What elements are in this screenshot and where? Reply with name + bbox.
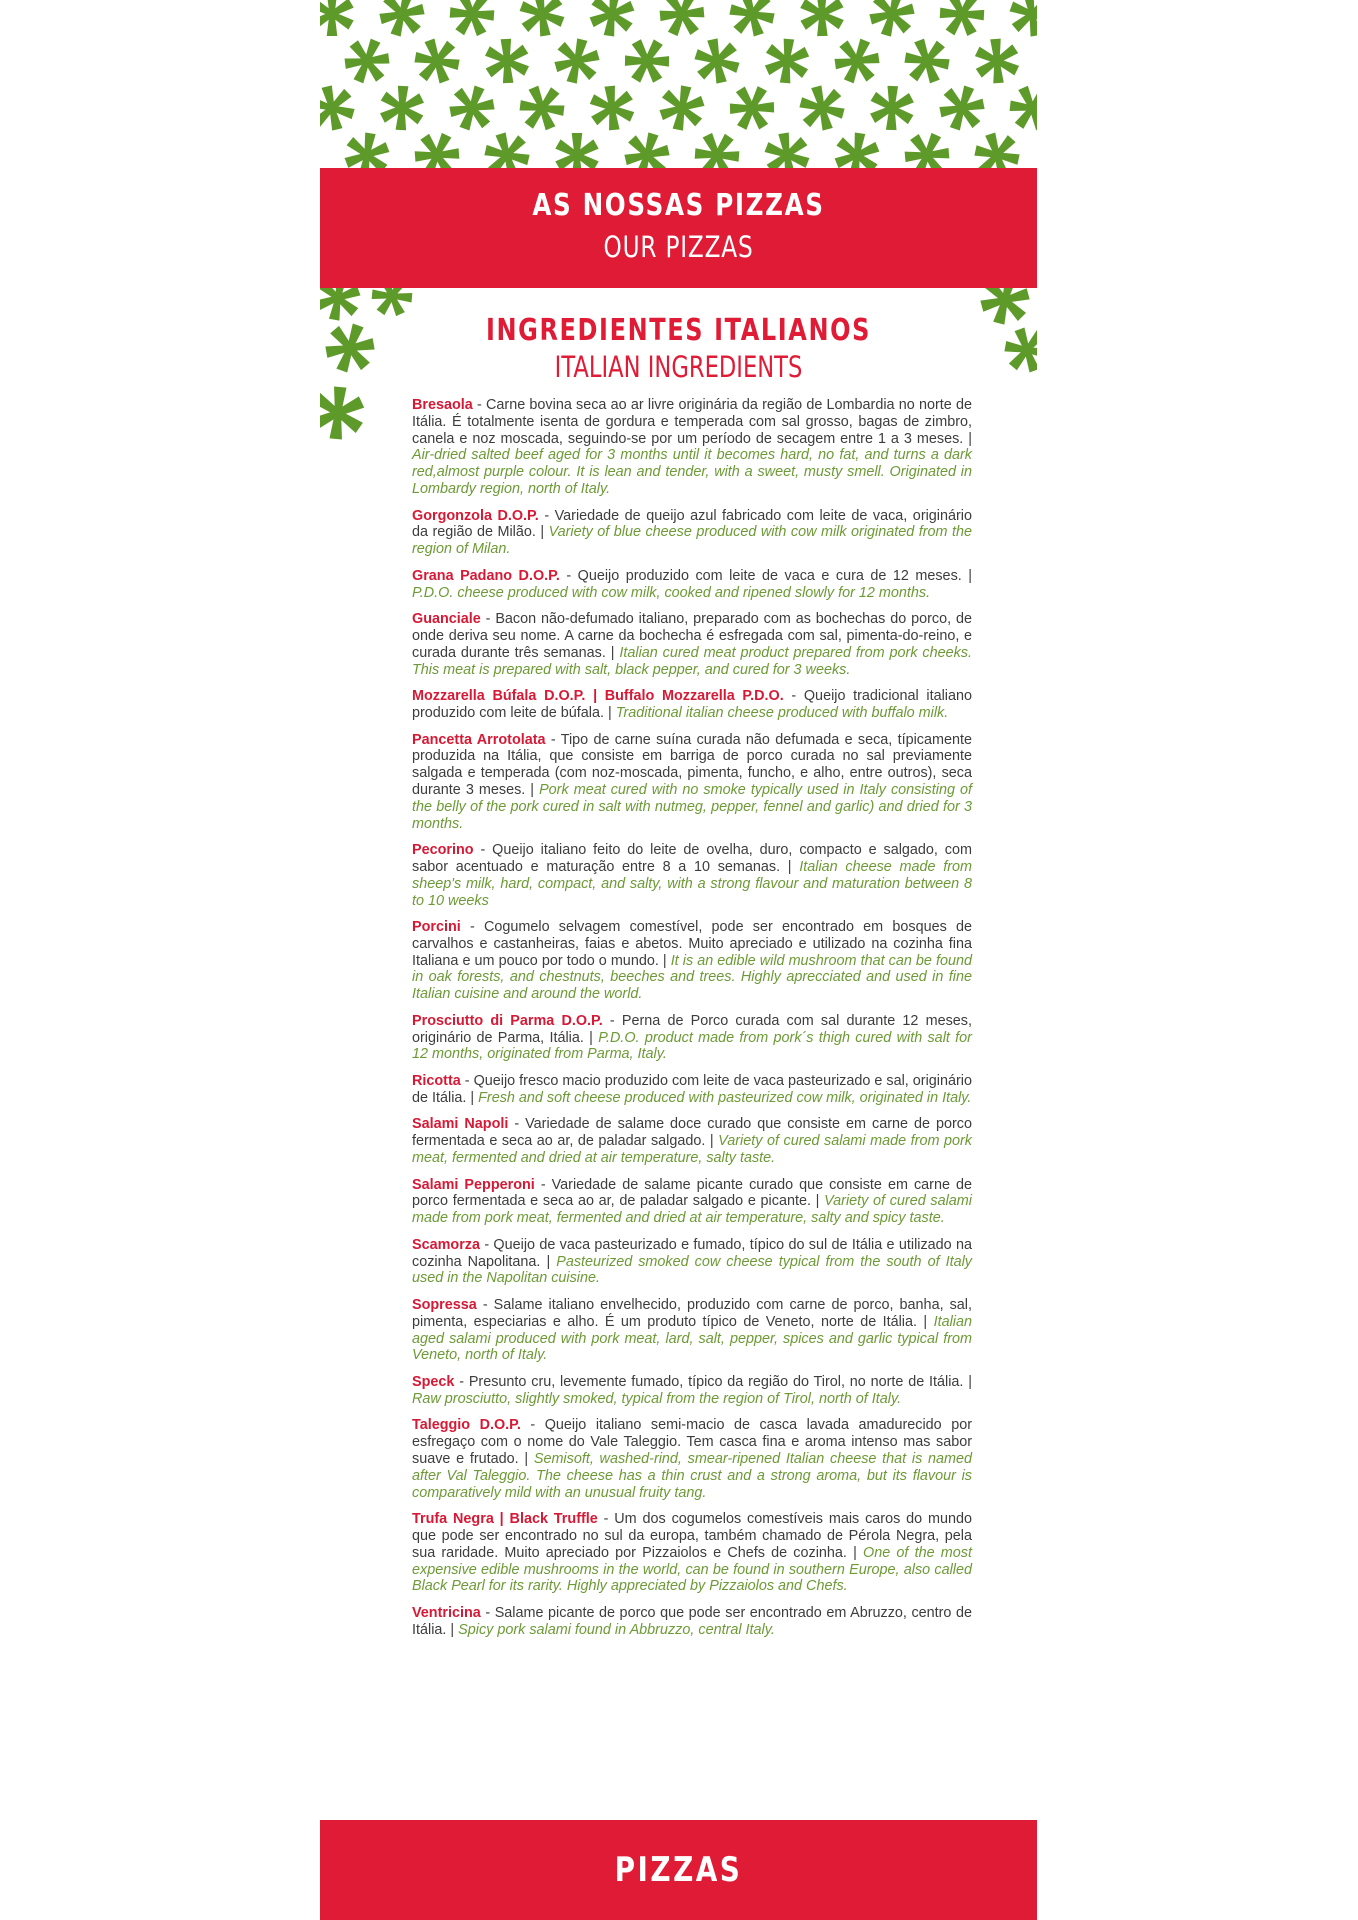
asterisk-icon: [653, 0, 711, 43]
ingredient-name: Speck: [412, 1374, 455, 1390]
ingredient-name: Bresaola: [412, 397, 473, 413]
asterisk-icon: [617, 31, 677, 91]
ingredient-description-pt: - Variedade de queijo azul fabricado com leite de vaca, originário da região de Milão. |: [412, 507, 973, 541]
asterisk-icon: [763, 37, 810, 85]
ingredient-description-pt: - Salame picante de porco que pode ser encontrado em Abruzzo, centro de Itália. |: [412, 1604, 972, 1638]
ingredient-item: [412, 1073, 972, 1107]
ingredient-name: Salami Pepperoni: [412, 1176, 535, 1193]
ingredient-description-en: P.D.O. product made from pork´s thigh cured with salt for 12 months, originated from Parma, Italy.: [412, 1029, 972, 1063]
footer-banner: [320, 1820, 1037, 1920]
asterisk-icon: [756, 124, 817, 170]
ingredient-name: Ventricina: [412, 1604, 481, 1621]
asterisk-icon: [996, 319, 1037, 378]
ingredient-description-pt: - Cogumelo selvagem comestível, pode ser encontrado em bosques de carvalhos e castanheiras, faias e abetos. Muito apreciado e utilizado na cozinha fina Italiana e um pouco por todo o mundo. |: [412, 919, 972, 969]
asterisk-icon: [320, 124, 328, 170]
asterisk-corner-right-icon: [967, 288, 1037, 378]
ingredient-item: [412, 1297, 972, 1364]
asterisk-pattern-icon: [320, 0, 1037, 170]
ingredient-item: [412, 688, 972, 722]
ingredient-description-en: It is an edible wild mushroom that can be found in oak forests, and chestnuts, beeches and trees. Highly aprecciated and used in fine Italian cuisine and around the world.: [412, 952, 973, 1003]
ingredient-list: [412, 397, 972, 1648]
asterisk-icon: [1001, 0, 1037, 45]
asterisk-icon: [406, 30, 468, 92]
asterisk-icon: [687, 125, 748, 170]
section-title-en: ITALIAN INGREDIENTS: [554, 350, 803, 384]
ingredient-item: [412, 1177, 972, 1227]
asterisk-icon: [686, 30, 748, 92]
header-title-pt: AS NOSSAS PIZZAS: [532, 188, 825, 223]
ingredient-description-en: One of the most expensive edible mushrooms in the world, can be found in southern Europe, also called Black Pearl for its rarity. Highly appreciated by Pizzaiolos and Chefs.: [412, 1544, 972, 1595]
asterisk-icon: [338, 32, 395, 89]
ingredient-item: [412, 1605, 972, 1639]
ingredient-description-en: Italian cheese made from sheep's milk, hard, compact, and salty, with a strong flavour and maturation between 8 to 10 weeks: [412, 858, 972, 909]
asterisk-icon: [581, 78, 642, 139]
asterisk-icon: [551, 34, 604, 87]
asterisk-icon: [896, 30, 957, 91]
star-pattern-header: [320, 0, 1037, 170]
ingredient-description-en: Traditional italian cheese produced with buffalo milk.: [615, 704, 949, 721]
footer-title: PIZZAS: [614, 1850, 743, 1890]
ingredient-item: [412, 1374, 972, 1408]
ingredient-item: [412, 1013, 972, 1063]
ingredient-description-en: Variety of cured salami made from pork meat, fermented and dried at air temperature, salty taste.: [412, 1133, 972, 1167]
ingredient-name: Ricotta: [412, 1073, 461, 1090]
asterisk-icon: [1002, 77, 1037, 138]
asterisk-icon: [444, 80, 500, 136]
ingredient-item: [412, 611, 972, 678]
asterisk-icon: [723, 78, 782, 137]
asterisk-icon: [511, 0, 572, 45]
ingredient-description-pt: - Carne bovina seca ao ar livre originária da região de Lombardia no norte de Itália. É totalmente isenta de gordura e temperada com sal grosso, bagas de zimbro, canela e noz moscada, seguindo-se por um período de secagem entre 1 a 3 meses. |: [412, 397, 972, 447]
asterisk-icon: [976, 288, 1034, 329]
ingredient-description-pt: - Perna de Porco curada com sal durante 12 meses, originário de Parma, Itália. |: [412, 1012, 972, 1046]
ingredient-description-en: Italian aged salami produced with pork meat, lard, salt, pepper, spices and garlic typical from Veneto, north of Italy.: [412, 1313, 972, 1364]
asterisk-icon: [966, 124, 1028, 170]
ingredient-name: Pecorino: [412, 842, 474, 859]
ingredient-description-pt: - Queijo italiano feito do leite de ovelha, duro, compacto e salgado, com sabor acentuado e maturação entre 8 a 10 semanas. |: [412, 842, 972, 875]
asterisk-icon: [442, 0, 503, 44]
asterisk-icon: [320, 385, 366, 441]
asterisk-icon: [555, 133, 598, 170]
ingredient-name: Gorgonzola D.O.P.: [412, 507, 539, 524]
asterisk-icon: [342, 130, 392, 170]
asterisk-icon: [898, 126, 956, 170]
ingredient-description-en: Air-dried salted beef aged for 3 months until it becomes hard, no fat, and turns a dark red,almost purple colour. It is lean and tender, with a sweet, musty smell. Originated in Lombardy region, north of Italy.: [412, 447, 972, 497]
section-title-pt: INGREDIENTES ITALIANOS: [485, 313, 872, 348]
ingredient-description-en: Pork meat cured with no smoke typically used in Italy consisting of the belly of the pork cured in salt with nutmeg, pepper, fennel and garlic) and dried for 3 months.: [412, 781, 972, 832]
asterisk-icon: [408, 126, 466, 170]
ingredient-name: Scamorza: [412, 1236, 480, 1253]
ingredient-name: Sopressa: [412, 1297, 477, 1314]
asterisk-icon: [364, 288, 419, 324]
asterisk-icon: [791, 77, 853, 139]
ingredient-description-en: Raw prosciutto, slightly smoked, typical from the region of Tirol, north of Italy.: [412, 1390, 902, 1407]
ingredient-description-en: Fresh and soft cheese produced with pasteurized cow milk, originated in Italy.: [478, 1089, 972, 1106]
ingredient-description-pt: - Salame italiano envelhecido, produzido com carne de porco, banha, sal, pimenta, especiarias e alho. É um produto típico de Veneto, norte de Itália. |: [412, 1297, 972, 1330]
header-banner: [320, 168, 1037, 288]
ingredient-description-en: Variety of blue cheese produced with cow milk originated from the region of Milan.: [412, 524, 973, 558]
ingredient-description-en: Spicy pork salami found in Abbruzzo, central Italy.: [458, 1621, 775, 1638]
asterisk-icon: [721, 0, 783, 45]
ingredient-description-pt: - Queijo tradicional italiano produzido com leite de búfala. |: [412, 688, 972, 721]
ingredient-item: [412, 732, 972, 833]
asterisk-icon: [657, 82, 708, 133]
ingredient-description-pt: - Variedade de salame picante curado que consiste em carne de porco fermentada e seca ao ar, de paladar salgado e picante. |: [412, 1176, 972, 1210]
asterisk-icon: [476, 124, 538, 170]
ingredient-name: Porcini: [412, 919, 461, 936]
ingredient-description-pt: - Presunto cru, levemente fumado, típico da região do Tirol, no norte de Itália. |: [454, 1374, 972, 1390]
ingredient-name: Taleggio D.O.P.: [412, 1417, 521, 1434]
ingredient-item: [412, 397, 972, 498]
asterisk-icon: [320, 37, 321, 85]
ingredient-description-en: Pasteurized smoked cow cheese typical from the south of Italy used in the Napolitan cuisine.: [412, 1253, 972, 1287]
ingredient-name: Trufa Negra | Black Truffle: [412, 1511, 598, 1528]
asterisk-icon: [967, 31, 1028, 92]
asterisk-icon: [511, 77, 572, 138]
asterisk-icon: [870, 85, 915, 130]
menu-page: [320, 0, 1037, 1920]
ingredient-name: Prosciutto di Parma D.O.P.: [412, 1012, 603, 1029]
asterisk-icon: [865, 0, 919, 41]
asterisk-icon: [587, 0, 636, 39]
ingredient-description-en: Italian cured meat product prepared from pork cheeks. This meat is prepared with salt, black pepper, and cured for 3 weeks.: [412, 644, 972, 678]
asterisk-icon: [829, 32, 886, 89]
ingredient-description-pt: - Bacon não-defumado italiano, preparado com as bochechas do porco, de onde deriva seu nome. A carne da bochecha é esfregada com sal, pimenta-do-reino, e curada durante três semanas. |: [412, 611, 972, 661]
ingredient-description-pt: - Queijo produzido com leite de vaca e cura de 12 meses. |: [559, 567, 972, 584]
ingredient-description-pt: - Queijo fresco macio produzido com leite de vaca pasteurizado e sal, originário de Itália. |: [412, 1073, 972, 1106]
asterisk-icon: [320, 317, 380, 378]
ingredient-name: Grana Padano D.O.P.: [412, 567, 560, 584]
header-title-en: OUR PIZZAS: [603, 230, 754, 264]
asterisk-icon: [832, 130, 881, 170]
ingredient-description-pt: - Variedade de salame doce curado que consiste em carne de porco fermentada e seca ao ar, de paladar salgado. |: [412, 1116, 972, 1150]
ingredient-item: [412, 1237, 972, 1287]
asterisk-icon: [620, 128, 674, 170]
asterisk-icon: [375, 0, 429, 41]
ingredient-description-pt: - Um dos cogumelos comestíveis mais caros do mundo que pode ser encontrado no sul da europa, também chamado de Pérola Negra, pela sua raridade. Muito apreciado por Pizzaiolos e Chefs de cozinha. |: [412, 1511, 972, 1561]
ingredient-item: [412, 1116, 972, 1166]
asterisk-icon: [932, 0, 992, 44]
ingredient-description-en: P.D.O. cheese produced with cow milk, cooked and ripened slowly for 12 months.: [412, 584, 931, 601]
ingredient-item: [412, 508, 972, 558]
ingredient-description-pt: - Tipo de carne suína curada não defumada e seca, típicamente produzida na Itália, que consiste em barriga de porco curada no sal previamente salgada e temperada (com noz-moscada, pimenta, funcho, e alho, entre outros), seca durante 3 meses. |: [412, 731, 972, 798]
asterisk-icon: [934, 80, 989, 136]
ingredient-item: [412, 568, 972, 602]
asterisk-icon: [320, 77, 363, 139]
ingredient-name: Salami Napoli: [412, 1116, 509, 1133]
asterisk-icon: [320, 288, 363, 323]
ingredient-name: Guanciale: [412, 611, 481, 628]
ingredient-description-en: Variety of cured salami made from pork meat, fermented and dried at air temperature, salty and spicy taste.: [412, 1193, 972, 1227]
ingredient-description-pt: - Queijo de vaca pasteurizado e fumado, típico do sul de Itália e utilizado na cozinha Napolitana. |: [412, 1236, 972, 1270]
ingredient-item: [412, 919, 972, 1003]
ingredient-item: [412, 842, 972, 909]
asterisk-icon: [477, 31, 538, 91]
ingredient-name: Pancetta Arrotolata: [412, 731, 546, 748]
ingredient-item: [412, 1417, 972, 1501]
ingredient-item: [412, 1511, 972, 1595]
star-pattern-right: [967, 288, 1037, 378]
asterisk-icon: [320, 0, 354, 36]
ingredient-name: Mozzarella Búfala D.O.P. | Buffalo Mozzarella P.D.O.: [412, 688, 784, 705]
ingredient-description-pt: - Queijo italiano semi-macio de casca lavada amadurecido por esfregaço com o nome do Vale Taleggio. Tem casca fina e aroma intenso mas sabor suave e frutado. |: [412, 1417, 972, 1467]
asterisk-icon: [379, 85, 425, 131]
ingredient-description-en: Semisoft, washed-rind, smear-ripened Italian cheese that is named after Val Taleggio. The cheese has a thin crust and a strong aroma, but its flavour is comparatively mild with an unusual fruity tang.: [412, 1450, 973, 1501]
asterisk-icon: [792, 0, 852, 44]
